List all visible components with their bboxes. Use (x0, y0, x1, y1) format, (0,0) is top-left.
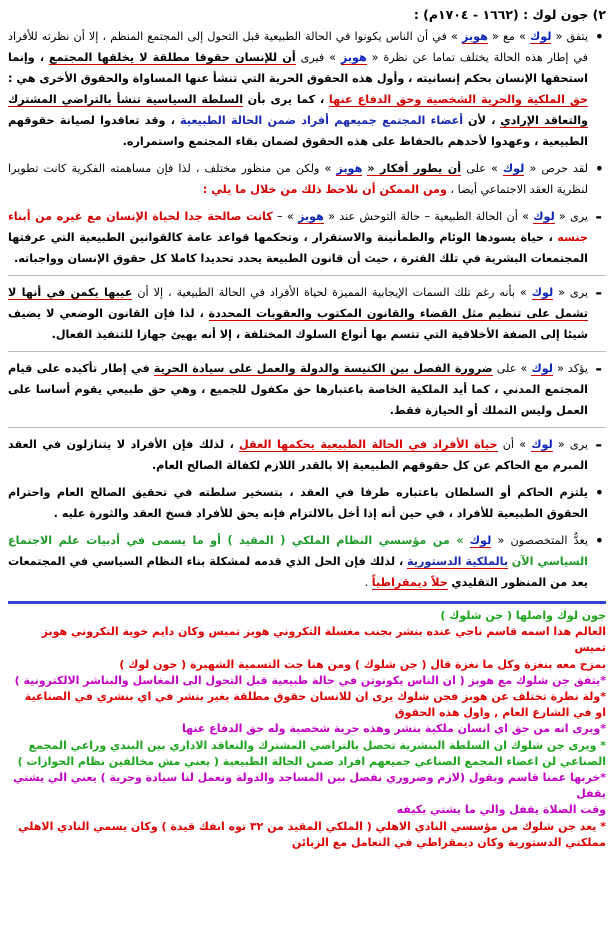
section-divider (8, 601, 606, 604)
text: » على (466, 162, 498, 175)
highlight-democratic: حلاً ديمقراطياً (371, 576, 448, 589)
point-7 (8, 482, 606, 524)
student-notes (8, 608, 606, 851)
point-6 (8, 434, 606, 476)
text: » على (496, 362, 528, 375)
text: ، كما يرى بأن (247, 93, 325, 106)
text: » – (277, 210, 294, 223)
highlight-develop: أن يطور أفكار « (367, 162, 462, 175)
text: يعدُّ المتخصصون « (497, 534, 589, 547)
text: ، لأن (468, 114, 496, 127)
note-line: *ولة نظرة تختلف عن هوبز فجن شلوك يرى ان للانسان حقوق مطلقة يغير بنشر في اي بنشري في الصناعية (24, 690, 606, 704)
point-1 (8, 26, 606, 152)
point-4 (8, 282, 606, 352)
text: يتفق « (555, 30, 588, 43)
note-line: وقت الصلاة يقفل والي ما يشتي يكيفه (396, 803, 606, 817)
note-line: العالم هذا اسمه قاسم ناجي عنده بنشر بجنب مغسلة التكروني هوبز تميس وكان دايم خوية التكروني هوبز تميس (41, 625, 606, 655)
text: في إطار تأكيده على قيام المجتمع المدني ، كما أيد الملكية الخاصة باعتبارها حق مكفول للجميع ، وهي حق طبيعي يقوم أساسا على العمل وليس التملك أو الحيازة فقط. (8, 362, 588, 417)
highlight-flaw: عيبها يكمن في أنها لا تشمل على تنظيم مثل القضاء والقانون المكتوب والعقوبات المحددة (8, 286, 588, 320)
locke-name: لوك (531, 438, 553, 451)
text: يرى « (558, 210, 589, 223)
highlight-constitutional: بالملكية الدستورية (407, 555, 509, 568)
locke-name: لوك (529, 30, 552, 43)
text: » أن الحالة الطبيعية – حالة التوحش عند « (328, 210, 529, 223)
highlight-rights-list: حق الملكية والحرية الشخصية وحق الدفاع عنها (328, 93, 588, 106)
text: يلتزم الحاكم أو السلطان باعتباره طرفا في العقد ، بتسخير سلطته في تحقيق الصالح العام واحترام الحقوق الطبيعية للأفراد ، في حين أنه إذا أخل بالالتزام فإنه يحق للأفراد فسخ العقد والثورة عليه . (8, 486, 588, 520)
locke-name: لوك (502, 162, 525, 175)
note-line: *ويرى انه من حق اي انسان ملكية بنشر وهذه حرية شخصية وله حق الدفاع عنها (182, 722, 606, 736)
note-line: الصناعي لن اعضاء المجمع الصناعي جميعهم افراد ضمن الحالة الطبيعية ( يعني مش مخالفين نظام الجوازات ) (17, 754, 606, 768)
text: » ولكن من منظور مختلف ، لذا فإن مساهمته الفكرية كانت تطويرا لنظرية العقد الاجتماعي أيضا ، (8, 162, 588, 196)
note-line: او في الشارع العام , واول هذه الحقوق (394, 706, 606, 720)
text: . (364, 576, 369, 589)
text: » مع « (492, 30, 526, 43)
note-line: *يتفق جن شلوك مع هوبز ( ان الناس يكونوتن في حالة طبيعية قبل التحول الى المغاسل والبناشر الالكترونية ) (14, 673, 606, 687)
text: ، وإنما استحقها الإنسان بحكم إنسانيته ، وأول هذه الحقوق الحرية التي تنشأ عنها المساواة والحقوق الأخرى هي : (8, 51, 588, 85)
point-8 (8, 530, 606, 593)
note-line: *خربها عمنا قاسم ويقول (لازم وضروري نفصل بين المساجد والدولة ونعمل لنا سيادة وحرية ) يعني الي يشتي يقفل (13, 771, 606, 801)
point-2 (8, 158, 606, 200)
section-title: ٢) جون لوك : (١٦٦٢ - ١٧٠٤م) : (413, 7, 606, 22)
point-5 (8, 358, 606, 428)
main-points-list (8, 26, 606, 593)
point-3 (8, 206, 606, 276)
hobbes-name: هوبز (461, 30, 488, 43)
text: يؤكد « (557, 362, 589, 375)
hobbes-name: هوبز (340, 51, 367, 64)
note-line: بمزح معه بنغزة وكل ما نغزة قال ( جن شلوك ) ومن هنا جت التسمية الشهيرة ( جون لوك ) (119, 657, 606, 671)
note-line: جون لوك واصلها ( جن شلوك ) (440, 609, 606, 622)
text: » أن (502, 438, 527, 451)
highlight-separation: ضرورة الفصل بين الكنيسة والدولة والعمل على سيادة الحرية (153, 362, 493, 375)
text: يرى « (557, 438, 588, 451)
locke-name: لوك (533, 210, 555, 223)
text: ، حياة يسودها الوئام والطمأنينة والاستقرار ، وتحكمها قواعد عامة كالقوانين الطبيعية التي عرفتها المجتمعات البشرية في تلك الفترة ، حيث أن قانون الطبيعة يحدد تحديدا كاملا كل حقوق الإنسان وواجباته. (8, 231, 588, 265)
highlight-conclusion: ومن الممكن أن نلاحظ ذلك من خلال ما يلي : (202, 183, 447, 196)
highlight-members: أعضاء المجتمع جميعهم أفراد ضمن الحالة الطبيعية (179, 114, 464, 127)
hobbes-name: هوبز (297, 210, 324, 223)
text: يرى « (558, 286, 588, 299)
note-line: * ويرى جن شلوك ان السلطة البنشرية تحصل بالتراضي المشترك والتعاقد الاداري بين البندي وراعي المجمع (28, 738, 606, 752)
text: ، لذا فإن القانون الوضعي لا يضيف شيئا إلى الصفة الأخلاقية التي تتسم بها أنواع السلوك المختلفة ، إلا أنه يهيئ جهازا للتنفيذ الفعال. (8, 307, 588, 341)
note-line: * يعد جن شلوك من مؤسسي النادي الاهلي ( الملكي المقيد من ٣٢ توه انفك قيدة ) وكان يسمي النادي الاهلي (18, 819, 606, 833)
note-line: مملكتي الدستورية وكان ديمقراطي في التعامل مع الزبائن (291, 835, 606, 849)
text: ، وقد تعاقدوا لصيانة حقوقهم الطبيعية ، وعهدوا لأحدهم بالحفاظ على هذه الحقوق لضمان بقاء المجتمع واستمراره. (8, 114, 588, 148)
hobbes-name: هوبز (336, 162, 363, 175)
text: » فيرى (300, 51, 336, 64)
locke-name: لوك (531, 362, 553, 375)
highlight-valid: كانت صالحة جدا لحياة الإنسان مع غيره من أبناء جنسه (8, 210, 588, 244)
text: لقد حرص « (529, 162, 588, 175)
text: ، لذلك فإن الحل الذي قدمه لمشكلة بناء النظام السياسي في المجتمعات يعد من المنظور التقليدي (8, 555, 588, 589)
text: » بأنه رغم تلك السمات الإيجابية المميزة لحياة الأفراد في الحالة الطبيعية ، إلا أن (137, 286, 527, 299)
text: ، لذلك فإن الأفراد لا يتنازلون في العقد المبرم مع الحاكم عن كل حقوقهم الطبيعية إلا بالقدر اللازم لكفالة الصالح العام. (8, 438, 588, 472)
highlight-innate-rights: أن للإنسان حقوقا مطلقة لا يخلقها المجتمع (49, 51, 296, 64)
highlight-founders: » من مؤسسي النظام الملكي ( المقيد ) أو ما يسمى في أدبيات علم الاجتماع السياسي الآن (8, 534, 588, 568)
highlight-authority: السلطة السياسية تنشأ بالتراضي المشترك والتعاقد الإرادي (8, 93, 588, 127)
locke-name: لوك (469, 534, 492, 547)
highlight-reason: حياة الأفراد في الحالة الطبيعية يحكمها العقل (239, 438, 498, 451)
text: » في أن الناس يكونوا في الحالة الطبيعية قبل التحول إلى المجتمع المنظم ، إلا أن نظرته للأفراد في إطار هذه الحالة يختلف تماما عن نظرة « (8, 30, 589, 64)
locke-name: لوك (531, 286, 554, 299)
